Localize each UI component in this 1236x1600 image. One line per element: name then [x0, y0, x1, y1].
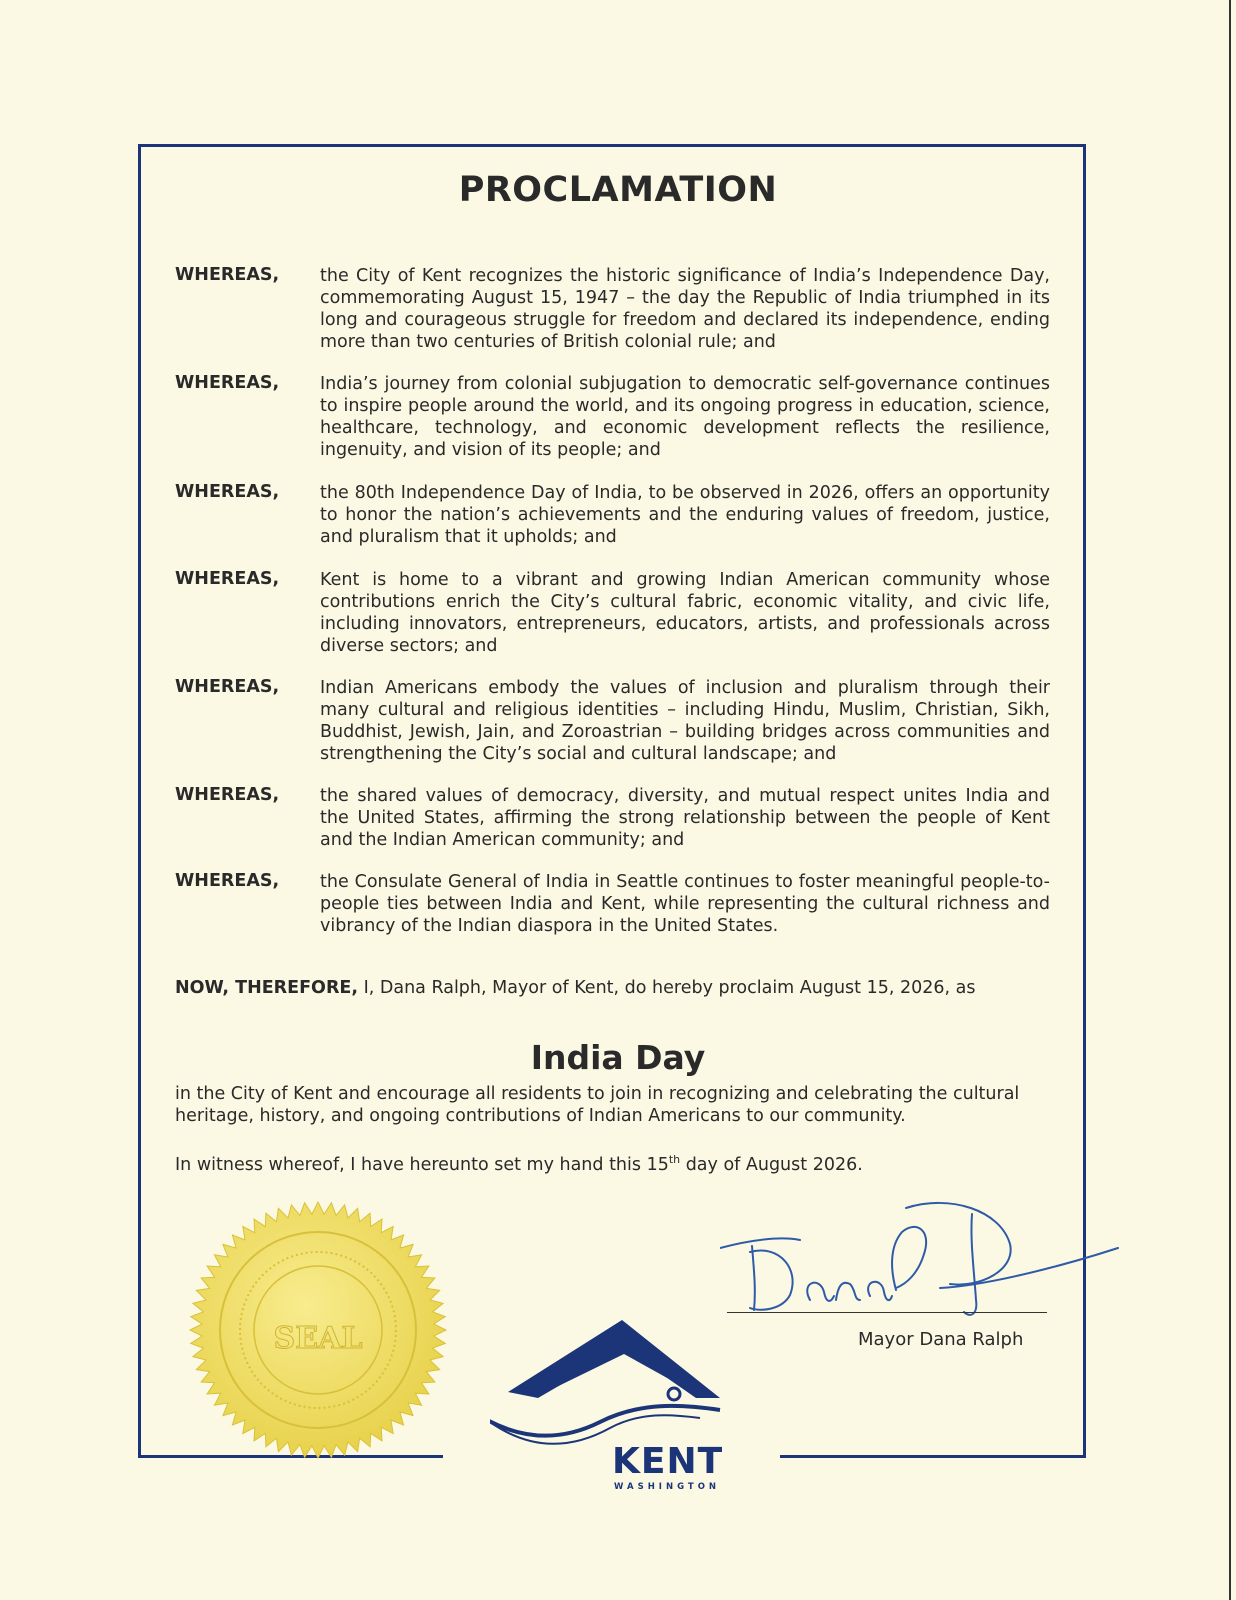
- border-top: [138, 144, 1086, 147]
- border-bottom-right: [780, 1455, 1086, 1458]
- clause-keyword: WHEREAS,: [175, 265, 280, 285]
- clause-text: the Consulate General of India in Seattle continues to foster meaningful people-to-people ties between India and Kent, while representing the cultural richness and vibrancy of the Indian diaspora in the United States.: [320, 872, 1050, 936]
- svg-text:SEAL: SEAL: [273, 1321, 363, 1356]
- page-edge: [1229, 0, 1231, 1600]
- now-therefore-line: [175, 978, 976, 998]
- clause-keyword: WHEREAS,: [175, 677, 280, 697]
- clause-keyword: WHEREAS,: [175, 871, 280, 891]
- witness-text-after: day of August 2026.: [680, 1154, 863, 1175]
- clause-text: India’s journey from colonial subjugation to democratic self-governance continues to inspire people around the world, and its ongoing progress in education, science, healthcare, technology, and economic development reflects the resilience, ingenuity, and vision of its people; and: [320, 374, 1050, 460]
- encourage-paragraph: in the City of Kent and encourage all residents to join in recognizing and celebrating the cultural heritage, history, and ongoing contributions of Indian Americans to our community.: [175, 1084, 1020, 1126]
- signatory-name: Mayor Dana Ralph: [858, 1329, 1024, 1350]
- clause-keyword: WHEREAS,: [175, 785, 280, 805]
- signature-line: [727, 1312, 1047, 1313]
- witness-superscript: th: [668, 1153, 681, 1166]
- clause-text: the shared values of democracy, diversity, and mutual respect unites India and the United States, affirming the strong relationship between the people of Kent and the Indian American community; and: [320, 786, 1050, 850]
- proclamation-title: PROCLAMATION: [458, 170, 778, 210]
- now-therefore-keyword: NOW, THEREFORE,: [175, 978, 359, 998]
- clause-text: Indian Americans embody the values of inclusion and pluralism through their many cultural and religious identities – including Hindu, Muslim, Christian, Sikh, Buddhist, Jewish, Jain, and Zoroastrian – building bridges across communities and strengthening the City’s social and cultural landscape; and: [320, 678, 1050, 764]
- witness-text-before: In witness whereof, I have hereunto set my hand this 15: [175, 1154, 669, 1175]
- mayor-signature: [720, 1200, 1120, 1340]
- clause-text: the 80th Independence Day of India, to be observed in 2026, offers an opportunity to honor the nation’s achievements and the enduring values of freedom, justice, and pluralism that it upholds; and: [320, 483, 1050, 547]
- gold-seal-icon: [188, 1200, 448, 1460]
- clause-keyword: WHEREAS,: [175, 373, 280, 393]
- clause-text: Kent is home to a vibrant and growing Indian American community whose contributions enrich the City’s cultural fabric, economic vitality, and civic life, including innovators, entrepreneurs, educators, artists, and professionals across diverse sectors; and: [320, 570, 1050, 656]
- logo-city-name: KENT: [612, 1441, 724, 1482]
- clause-text: the City of Kent recognizes the historic significance of India’s Independence Day, commemorating August 15, 1947 – the day the Republic of India triumphed in its long and courageous struggle for freedom and declared its independence, ending more than two centuries of British colonial rule; and: [320, 266, 1050, 352]
- clause-keyword: WHEREAS,: [175, 569, 280, 589]
- day-heading: India Day: [530, 1038, 706, 1077]
- clause-keyword: WHEREAS,: [175, 482, 280, 502]
- witness-line: [175, 1149, 1050, 1176]
- now-therefore-text: I, Dana Ralph, Mayor of Kent, do hereby proclaim August 15, 2026, as: [358, 978, 976, 998]
- logo-subtitle: WASHINGTON: [614, 1482, 721, 1492]
- border-left: [138, 144, 141, 1458]
